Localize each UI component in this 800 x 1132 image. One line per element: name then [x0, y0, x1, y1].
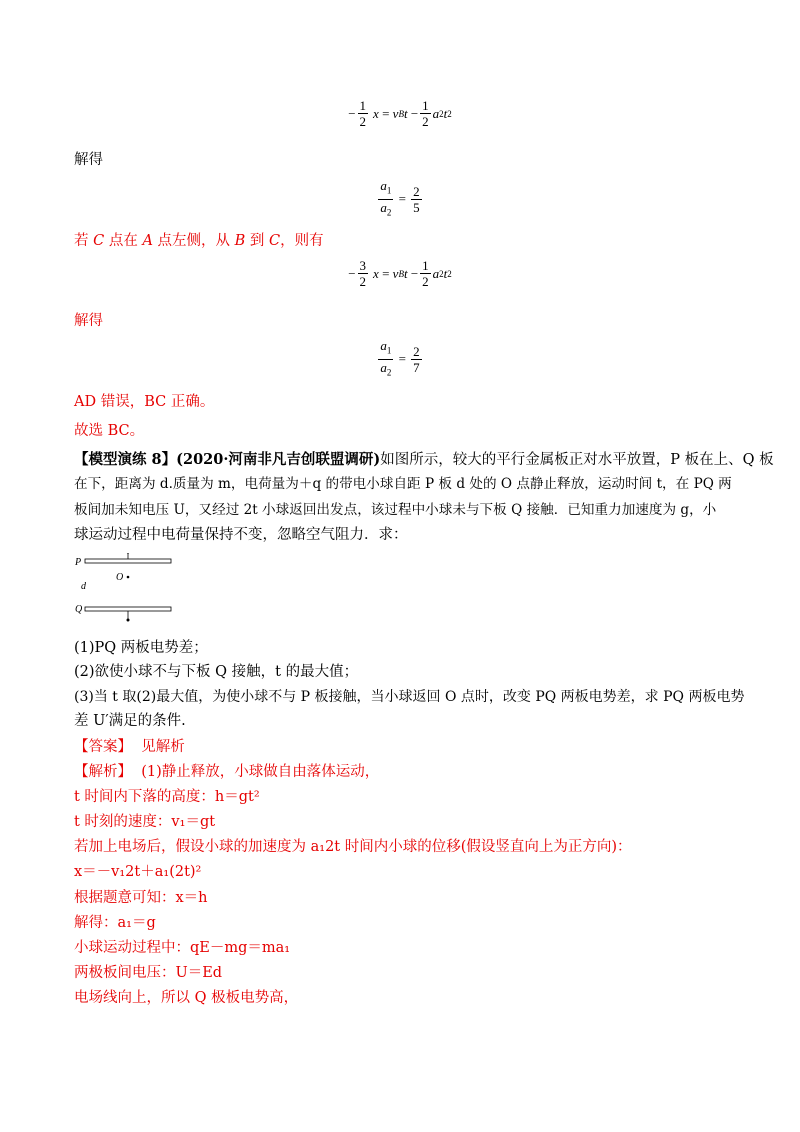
problem-line-1: 【模型演练 8】(2020·河南非凡吉创联盟调研)如图所示，较大的平行金属板正对水平放置，P 板在上、Q 板 — [74, 451, 774, 468]
answer-choice: 故选 BC。 — [74, 423, 145, 439]
case-left-line: 若 C 点在 A 点左侧，从 B 到 C，则有 — [74, 233, 324, 249]
fraction-half: $\frac{1}{2}$ — [359, 98, 367, 129]
solution-step-9: 电场线向上，所以 Q 极板电势高， — [74, 990, 299, 1006]
fraction-half-2: $\frac{1}{2}$ — [422, 98, 429, 129]
solution-step-7: 小球运动过程中：qE－mg＝ma₁ — [74, 940, 291, 956]
problem-line-4: 球运动过程中电荷量保持不变，忽略空气阻力．求： — [74, 527, 408, 543]
solution-step-6: 解得：a₁＝g — [74, 915, 156, 931]
problem-line-2: 在下，距离为 d.质量为 m，电荷量为＋q 的带电小球自距 P 板 d 处的 O 点静止释放，运动时间 t，在 PQ 两 — [74, 476, 732, 492]
solution-step-4: x＝－v₁2t＋a₁(2t)² — [74, 864, 202, 880]
question-2: (2)欲使小球不与下板 Q 接触，t 的最大值； — [74, 664, 359, 680]
terminal-P — [127, 553, 130, 554]
answer-tag: 【答案】 — [74, 739, 132, 755]
capacitor-svg — [74, 553, 184, 625]
jiede-2: 解得 — [74, 313, 103, 329]
label-Q: Q — [75, 604, 83, 615]
equation-2: $\frac{a_1}{a_2}$ = $\frac{2}{5}$ — [380, 178, 420, 218]
solution-step-3: 若加上电场后，假设小球的加速度为 a₁2t 时间内小球的位移(假设竖直向上为正方向)： — [74, 839, 632, 855]
label-P: P — [75, 557, 82, 568]
problem-source: (2020·河南非凡吉创联盟调研) — [176, 451, 381, 468]
plate-Q — [85, 607, 171, 611]
question-3b: 差 U′满足的条件. — [74, 713, 186, 729]
problem-tag: 【模型演练 8】 — [74, 451, 177, 468]
capacitor-diagram — [74, 553, 184, 625]
ad-conclusion: AD 错误，BC 正确。 — [74, 394, 215, 410]
label-O: O — [116, 572, 124, 583]
equation-4: $\frac{a_1}{a_2}$ = $\frac{2}{7}$ — [380, 338, 420, 378]
analysis-line: 【解析】 (1)静止释放，小球做自由落体运动， — [74, 764, 380, 780]
question-1: (1)PQ 两板电势差； — [74, 640, 208, 656]
solution-step-5: 根据题意可知：x＝h — [74, 890, 208, 906]
label-d: d — [81, 581, 86, 592]
minus-sign: − — [348, 105, 356, 121]
answer-line: 【答案】 见解析 — [74, 739, 185, 755]
solution-step-8: 两极板间电压：U＝Ed — [74, 965, 223, 981]
solution-step-2: t 时刻的速度：v₁＝gt — [74, 814, 216, 830]
solution-step-1: t 时间内下落的高度：h＝gt² — [74, 789, 260, 805]
equation-1: − $\frac{1}{2}$ x = v B t − $\frac{1}{2}$ a 2 t 2 — [348, 98, 452, 129]
problem-line-3: 板间加未知电压 U，又经过 2t 小球返回出发点，该过程中小球未与下板 Q 接触．已知重力加速度为 g，小 — [74, 502, 717, 518]
analysis-tag: 【解析】 — [74, 764, 132, 780]
plate-P — [85, 559, 171, 563]
point-O — [127, 576, 130, 579]
equation-3: − $\frac{3}{2}$ x = v B t − $\frac{1}{2}$ a 2 t 2 — [348, 258, 452, 289]
question-3a: (3)当 t 取(2)最大值，为使小球不与 P 板接触，当小球返回 O 点时，改变 PQ 两板电势差，求 PQ 两板电势 — [74, 689, 745, 705]
jiede-1: 解得 — [74, 152, 103, 168]
terminal-Q — [127, 619, 130, 622]
